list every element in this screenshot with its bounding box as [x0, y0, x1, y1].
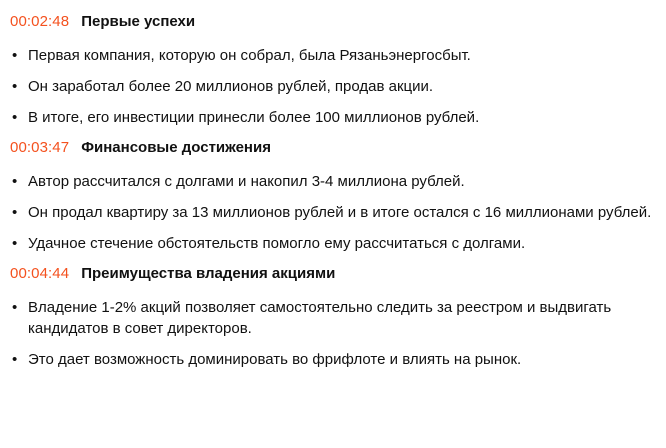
bullet-text: Удачное стечение обстоятельств помогло ему рассчитаться с долгами.	[28, 235, 526, 252]
timestamp-link[interactable]: 00:02:48	[10, 13, 70, 30]
section-header	[10, 13, 660, 37]
bullet-icon: •	[12, 299, 18, 316]
section-header	[10, 265, 660, 289]
bullet-text: Он продал квартиру за 13 миллионов рублей и в итоге остался с 16 миллионами рублей.	[28, 204, 652, 221]
list-item	[10, 297, 660, 339]
bullet-icon: •	[12, 173, 18, 190]
section-title: Преимущества владения акциями	[81, 265, 336, 282]
bullet-text: Он заработал более 20 миллионов рублей, продав акции.	[28, 78, 434, 95]
bullet-icon: •	[12, 351, 18, 368]
summary-section	[10, 139, 660, 254]
list-item	[10, 233, 660, 254]
bullet-text: В итоге, его инвестиции принесли более 100 миллионов рублей.	[28, 109, 480, 126]
summary-section	[10, 265, 660, 370]
timestamp-link[interactable]: 00:04:44	[10, 265, 70, 282]
bullet-icon: •	[12, 204, 18, 221]
bullet-icon: •	[12, 78, 18, 95]
bullet-icon: •	[12, 47, 18, 64]
list-item	[10, 349, 660, 370]
bullet-list	[10, 45, 660, 128]
summary-section	[10, 13, 660, 128]
bullet-text: Владение 1-2% акций позволяет самостоятельно следить за реестром и выдвигать кандидатов в совет директоров.	[28, 299, 612, 337]
list-item	[10, 45, 660, 66]
bullet-text: Это дает возможность доминировать во фрифлоте и влиять на рынок.	[28, 351, 522, 368]
bullet-list	[10, 171, 660, 254]
section-header	[10, 139, 660, 163]
bullet-text: Первая компания, которую он собрал, была Рязаньэнергосбыт.	[28, 47, 471, 64]
section-title: Финансовые достижения	[81, 139, 271, 156]
bullet-text: Автор рассчитался с долгами и накопил 3-4 миллиона рублей.	[28, 173, 465, 190]
timestamp-link[interactable]: 00:03:47	[10, 139, 70, 156]
list-item	[10, 107, 660, 128]
list-item	[10, 202, 660, 223]
bullet-list	[10, 297, 660, 370]
section-title: Первые успехи	[81, 13, 196, 30]
video-summary	[10, 13, 660, 381]
bullet-icon: •	[12, 235, 18, 252]
bullet-icon: •	[12, 109, 18, 126]
list-item	[10, 76, 660, 97]
list-item	[10, 171, 660, 192]
